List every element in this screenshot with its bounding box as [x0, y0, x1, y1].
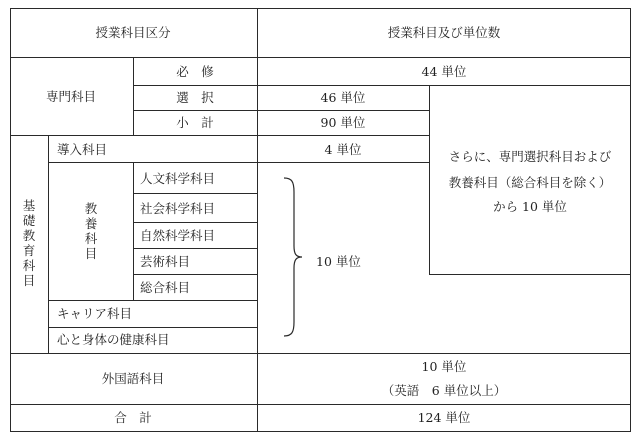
total-credits: 124 単位: [417, 410, 471, 425]
rule: [10, 404, 631, 405]
kyouyou-item-jinbun: 人文科学科目: [140, 171, 216, 186]
header-credits: 授業科目及び単位数: [387, 25, 501, 40]
gaikokugo-sub: （英語 6 単位以上）: [381, 383, 507, 398]
senmon-label: 専門科目: [45, 89, 97, 104]
rule: [257, 8, 258, 432]
sentaku-credits: 46 単位: [320, 90, 366, 105]
gaikokugo-credits: 10 単位: [421, 359, 467, 374]
dounyu-label: 導入科目: [57, 142, 108, 157]
dounyu-credits: 4 単位: [324, 142, 362, 157]
gaikokugo-label: 外国語科目: [101, 371, 165, 386]
rule: [133, 110, 429, 111]
rule: [10, 8, 631, 9]
rule: [10, 353, 631, 354]
shoukei-label: 小 計: [176, 115, 214, 130]
kyouyou-label: 教養科目: [84, 201, 98, 261]
shoukei-credits: 90 単位: [320, 115, 366, 130]
rule: [133, 222, 257, 223]
rule: [48, 162, 429, 163]
rule: [429, 274, 631, 275]
kyouyou-item-shizen: 自然科学科目: [140, 228, 216, 243]
rule: [10, 135, 429, 136]
rule: [133, 193, 257, 194]
rule: [630, 8, 631, 432]
rule: [48, 300, 257, 301]
right-brace-icon: [280, 176, 306, 338]
rule: [429, 85, 430, 275]
rule: [133, 57, 134, 136]
total-label: 合 計: [114, 410, 152, 425]
kyouyou-item-shakai: 社会科学科目: [140, 201, 216, 216]
rule: [10, 8, 11, 432]
career-label: キャリア科目: [57, 306, 133, 321]
rule: [10, 57, 631, 58]
kyouyou-item-sougou: 総合科目: [140, 280, 191, 295]
note-line-3: から 10 単位: [493, 199, 567, 214]
sentaku-label: 選 択: [176, 90, 214, 105]
hisshu-label: 必 修: [176, 64, 214, 79]
kyouyou-item-geijutsu: 芸術科目: [140, 254, 191, 269]
rule: [133, 85, 631, 86]
kiso-label: 基礎教育科目: [22, 198, 36, 288]
kiso-group-credits: 10 単位: [316, 254, 361, 269]
rule: [10, 431, 631, 432]
health-label: 心と身体の健康科目: [57, 332, 170, 347]
header-category: 授業科目区分: [95, 25, 171, 40]
rule: [48, 135, 49, 354]
rule: [133, 248, 257, 249]
hisshu-credits: 44 単位: [421, 64, 467, 79]
note-line-1: さらに、専門選択科目および: [448, 149, 612, 164]
rule: [133, 162, 134, 301]
note-line-2: 教養科目（総合科目を除く）: [448, 175, 612, 190]
rule: [133, 274, 257, 275]
rule: [48, 327, 257, 328]
